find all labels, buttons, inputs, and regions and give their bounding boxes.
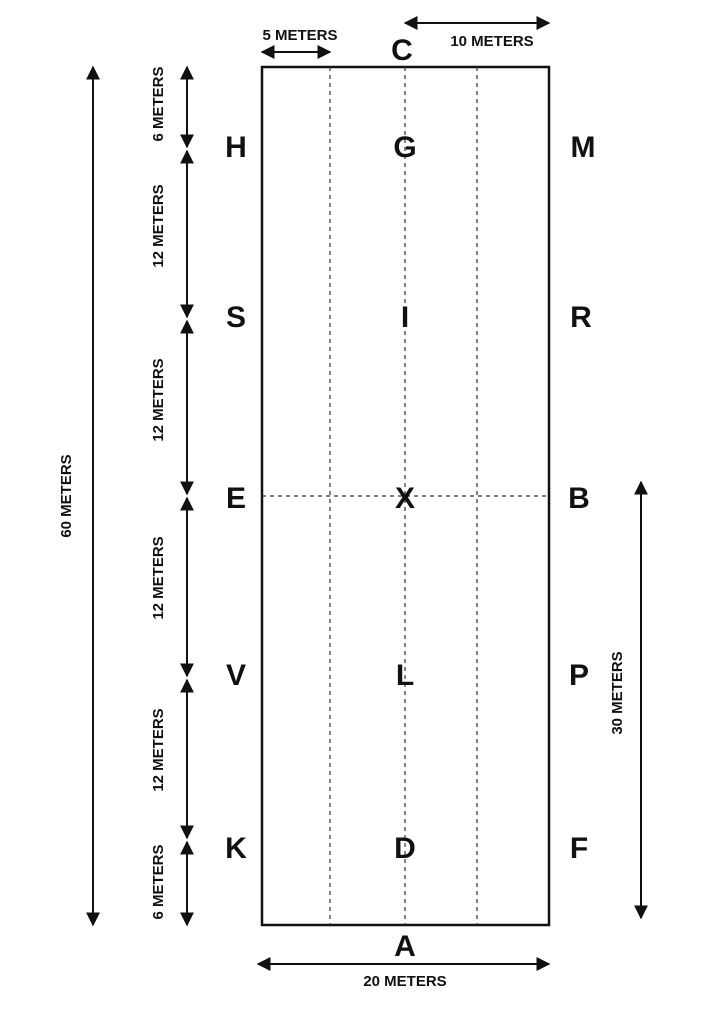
segment-label-3: 12 METERS bbox=[150, 358, 167, 442]
letter-l: L bbox=[395, 659, 415, 692]
right-half-length-label: 30 METERS bbox=[609, 651, 626, 735]
total-length-label: 60 METERS bbox=[58, 454, 75, 538]
letter-d: D bbox=[394, 832, 416, 865]
letter-b: B bbox=[568, 482, 590, 515]
letter-i: I bbox=[400, 301, 410, 334]
segment-label-6: 6 METERS bbox=[150, 844, 167, 920]
segment-label-5: 12 METERS bbox=[150, 708, 167, 792]
letter-r: R bbox=[570, 301, 592, 334]
letter-k: K bbox=[225, 832, 247, 865]
letter-f: F bbox=[569, 832, 589, 865]
letter-a: A bbox=[394, 930, 416, 963]
top-left-width-label: 5 METERS bbox=[262, 27, 338, 44]
letter-v: V bbox=[225, 659, 247, 692]
bottom-width-label: 20 METERS bbox=[363, 973, 447, 990]
letter-m: M bbox=[570, 131, 596, 164]
letter-e: E bbox=[225, 482, 247, 515]
top-right-width-label: 10 METERS bbox=[450, 33, 534, 50]
letter-g: G bbox=[393, 131, 417, 164]
letter-h: H bbox=[225, 131, 247, 164]
segment-label-4: 12 METERS bbox=[150, 536, 167, 620]
letter-x: X bbox=[394, 482, 416, 515]
letter-c: C bbox=[391, 34, 413, 67]
letter-s: S bbox=[225, 301, 247, 334]
segment-label-2: 12 METERS bbox=[150, 184, 167, 268]
segment-label-1: 6 METERS bbox=[150, 66, 167, 142]
letter-p: P bbox=[568, 659, 590, 692]
